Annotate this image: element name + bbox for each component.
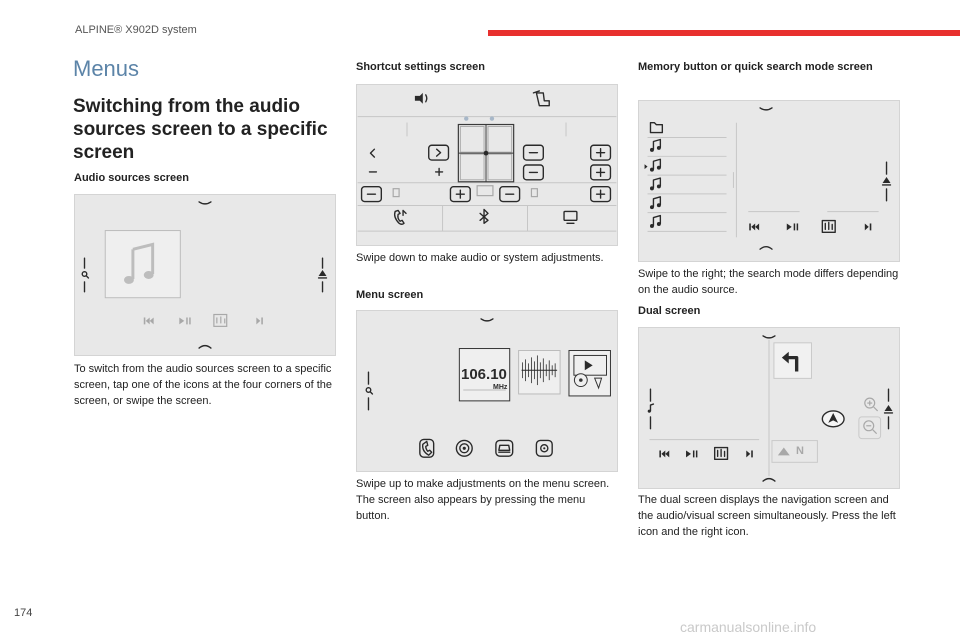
previous-track-icon[interactable] xyxy=(659,450,669,457)
position-marker-icon xyxy=(822,411,844,427)
screen-icon[interactable] xyxy=(564,211,577,223)
eject-icon[interactable] xyxy=(883,162,891,201)
next-track-icon[interactable] xyxy=(746,450,753,457)
eject-icon[interactable] xyxy=(885,389,893,429)
memory-button-label: Memory button or quick search mode screen xyxy=(638,61,873,73)
fader-minus-button[interactable] xyxy=(524,145,544,160)
music-note-icon[interactable] xyxy=(650,140,661,152)
shortcut-settings-screen xyxy=(356,84,618,246)
play-pause-icon[interactable] xyxy=(179,317,190,324)
menu-screen-label: Menu screen xyxy=(356,289,424,301)
next-track-icon[interactable] xyxy=(865,223,872,230)
media-tile[interactable] xyxy=(519,351,560,394)
search-icon[interactable] xyxy=(366,372,372,410)
shortcut-settings-label: Shortcut settings screen xyxy=(356,61,485,73)
seat-icon[interactable] xyxy=(533,91,549,106)
chevron-down-icon[interactable] xyxy=(481,319,493,321)
fader-plus-button[interactable] xyxy=(591,145,611,160)
chevron-down-icon[interactable] xyxy=(199,202,211,204)
radio-frequency: 106.10 xyxy=(461,366,507,383)
memory-button-description: Swipe to the right; the search mode differs depending on the audio source. xyxy=(638,268,899,296)
music-note-icon[interactable] xyxy=(650,197,661,209)
watermark: carmanualsonline.info xyxy=(680,619,817,635)
audio-sources-description: To switch from the audio sources screen to a specific screen, tap one of the icons at the four corners of the screen, or swipe the screen. xyxy=(74,363,333,407)
balance-right-button[interactable] xyxy=(429,145,449,160)
chevron-up-icon[interactable] xyxy=(760,247,772,249)
treble-plus-button[interactable] xyxy=(591,187,611,202)
compass-icon[interactable] xyxy=(772,441,817,463)
dual-screen-description: The dual screen displays the navigation screen and the audio/visual screen simultaneously. Press the left icon and the right icon. xyxy=(638,494,896,538)
shortcut-settings-description: Swipe down to make audio or system adjustments. xyxy=(356,252,604,264)
eject-icon[interactable] xyxy=(319,258,327,292)
compass-letter: N xyxy=(796,445,804,457)
chevron-up-icon[interactable] xyxy=(199,346,211,348)
page-number: 174 xyxy=(14,607,33,619)
chapter-heading: Menus xyxy=(73,56,140,81)
music-note-icon[interactable] xyxy=(650,178,661,190)
dual-screen-label: Dual screen xyxy=(638,305,701,317)
car-icon[interactable] xyxy=(496,440,513,456)
music-note-icon[interactable] xyxy=(650,159,661,171)
section-title: Switching from the audio sources screen to a specific screen xyxy=(73,96,328,163)
menu-screen-description: Swipe up to make adjustments on the menu screen. The screen also appears by pressing the menu button. xyxy=(356,478,610,522)
balance-left-icon[interactable] xyxy=(370,149,374,157)
previous-track-icon[interactable] xyxy=(749,223,759,230)
menu-screen xyxy=(356,310,618,472)
equalizer-icon[interactable] xyxy=(715,448,728,460)
memory-quick-search-screen xyxy=(638,100,900,262)
equalizer-icon[interactable] xyxy=(822,221,835,233)
music-note-icon[interactable] xyxy=(650,216,661,228)
bass-minus-button[interactable] xyxy=(362,187,382,202)
bluetooth-icon[interactable] xyxy=(480,209,488,223)
running-header: ALPINE® X902D system xyxy=(75,24,197,36)
phone-icon[interactable] xyxy=(395,210,406,224)
play-pause-icon[interactable] xyxy=(787,223,798,230)
radio-frequency-unit: MHz xyxy=(493,384,508,391)
album-art xyxy=(105,231,180,298)
video-icon[interactable] xyxy=(569,351,610,396)
bass-level-icon xyxy=(393,189,399,197)
music-note-icon[interactable] xyxy=(648,389,654,429)
dual-screen xyxy=(638,327,900,489)
zoom-in-icon[interactable] xyxy=(865,398,878,411)
turn-left-arrow-icon xyxy=(774,343,812,379)
seat-balance-map[interactable] xyxy=(458,116,513,181)
equalizer-icon[interactable] xyxy=(214,315,227,327)
chevron-down-icon[interactable] xyxy=(763,336,775,338)
folder-icon[interactable] xyxy=(650,123,662,133)
next-track-icon[interactable] xyxy=(256,317,263,324)
chevron-up-icon[interactable] xyxy=(763,479,775,481)
gauge-icon[interactable] xyxy=(456,440,472,456)
plus-button[interactable] xyxy=(591,165,611,180)
treble-minus-button[interactable] xyxy=(500,187,520,202)
phone-icon[interactable] xyxy=(420,439,434,457)
bass-plus-button[interactable] xyxy=(450,187,470,202)
minus-button[interactable] xyxy=(524,165,544,180)
plus-icon[interactable] xyxy=(436,168,443,175)
volume-icon[interactable] xyxy=(415,93,427,104)
play-pause-icon[interactable] xyxy=(686,450,697,457)
chevron-down-icon[interactable] xyxy=(760,108,772,110)
header-accent-bar xyxy=(488,30,960,36)
audio-sources-screen xyxy=(74,194,336,356)
settings-icon[interactable] xyxy=(536,440,552,456)
current-item-marker xyxy=(645,164,648,169)
search-icon[interactable] xyxy=(82,258,88,292)
previous-track-icon[interactable] xyxy=(144,317,154,324)
audio-sources-label: Audio sources screen xyxy=(74,172,189,184)
treble-level-icon xyxy=(531,189,537,197)
zoom-out-icon[interactable] xyxy=(859,417,881,439)
equalizer-level-icon xyxy=(477,186,493,196)
